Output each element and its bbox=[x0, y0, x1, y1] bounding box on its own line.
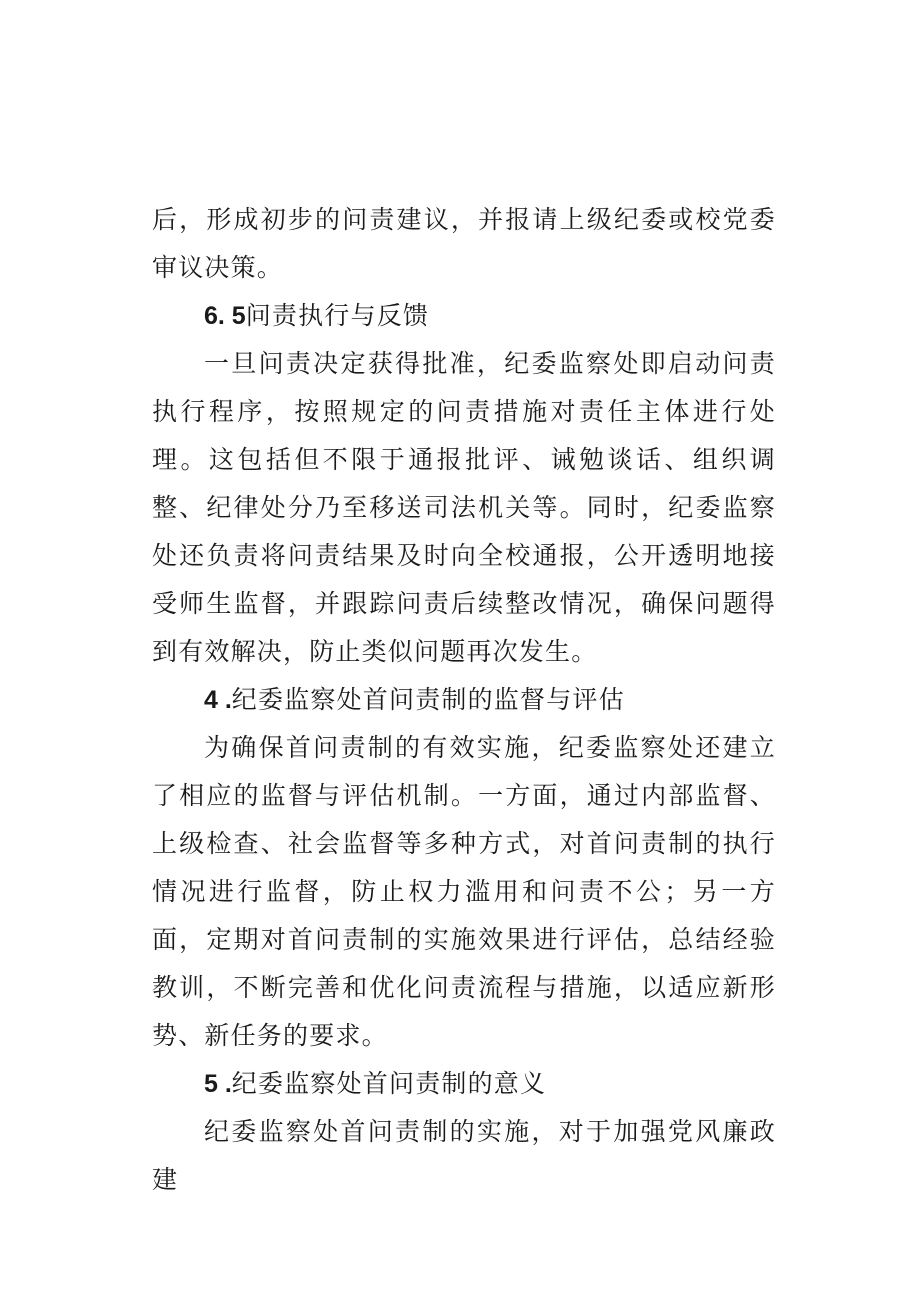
paragraph-supervision-evaluation: 为确保首问责制的有效实施，纪委监察处还建立了相应的监督与评估机制。一方面，通过内部监督、上级检查、社会监督等多种方式，对首问责制的执行情况进行监督，防止权力滥用和问责不公；另一方面，定期对首问责制的实施效果进行评估，总结经验教训，不断完善和优化问责流程与措施，以适应新形势、新任务的要求。 bbox=[152, 733, 776, 1050]
paragraph-accountability-execution: 一旦问责决定获得批准，纪委监察处即启动问责执行程序，按照规定的问责措施对责任主体进行处理。这包括但不限于通报批评、诫勉谈话、组织调整、纪律处分乃至移送司法机关等。同时，纪委监察处还负责将问责结果及时向全校通报，公开透明地接受师生监督，并跟踪问责后续整改情况，确保问题得到有效解决，防止类似问题再次发生。 bbox=[152, 349, 776, 666]
section-heading-4 bbox=[152, 676, 776, 724]
paragraph-continuation: 后，形成初步的问责建议，并报请上级纪委或校党委审议决策。 bbox=[152, 205, 776, 282]
section-heading-5 bbox=[152, 1060, 776, 1108]
section-title: 问责执行与反馈 bbox=[245, 301, 430, 330]
section-title: 纪委监察处首问责制的意义 bbox=[231, 1069, 547, 1098]
paragraph-significance: 纪委监察处首问责制的实施，对于加强党风廉政建 bbox=[152, 1117, 776, 1194]
document-body bbox=[152, 196, 776, 1204]
section-title: 纪委监察处首问责制的监督与评估 bbox=[231, 685, 625, 714]
section-number: 4 . bbox=[204, 686, 232, 714]
section-number: 5 . bbox=[204, 1070, 232, 1098]
section-heading-6-5 bbox=[152, 292, 776, 340]
section-number: 6. 5 bbox=[204, 302, 246, 330]
